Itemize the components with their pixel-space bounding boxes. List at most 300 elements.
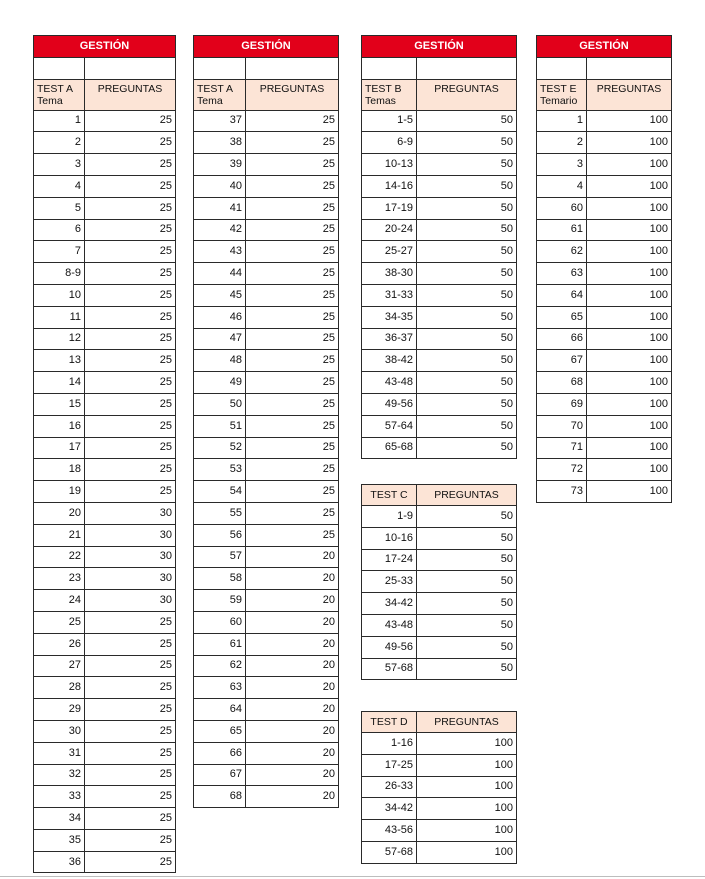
preguntas-cell: 100 bbox=[587, 437, 672, 459]
table-test-b bbox=[361, 35, 517, 459]
tema-cell: 61 bbox=[194, 633, 246, 655]
preguntas-cell: 25 bbox=[246, 306, 339, 328]
table-row bbox=[362, 328, 517, 350]
table-row bbox=[194, 524, 339, 546]
table-row bbox=[194, 546, 339, 568]
table-title: GESTIÓN bbox=[194, 36, 339, 58]
table-row bbox=[362, 527, 517, 549]
table-row bbox=[362, 132, 517, 154]
rows-test-c bbox=[362, 506, 517, 680]
tema-cell: 32 bbox=[34, 764, 85, 786]
table-row bbox=[194, 437, 339, 459]
table-row bbox=[194, 328, 339, 350]
table-test-a-part1-body bbox=[34, 36, 176, 111]
table-row bbox=[194, 742, 339, 764]
table-row bbox=[362, 197, 517, 219]
tema-cell: 27 bbox=[34, 655, 85, 677]
tema-cell: 34 bbox=[34, 808, 85, 830]
tema-cell: 3 bbox=[34, 154, 85, 176]
tema-cell: 18 bbox=[34, 459, 85, 481]
preguntas-cell: 25 bbox=[246, 154, 339, 176]
tema-cell: 2 bbox=[537, 132, 587, 154]
preguntas-cell: 25 bbox=[85, 437, 176, 459]
tema-cell: 63 bbox=[537, 263, 587, 285]
table-row bbox=[194, 284, 339, 306]
preguntas-cell: 25 bbox=[85, 350, 176, 372]
table-row bbox=[34, 633, 176, 655]
table-row bbox=[362, 754, 517, 776]
preguntas-cell: 25 bbox=[246, 481, 339, 503]
tema-cell: 38 bbox=[194, 132, 246, 154]
preguntas-cell: 50 bbox=[417, 197, 517, 219]
preguntas-cell: 30 bbox=[85, 502, 176, 524]
tema-cell: 36 bbox=[34, 851, 85, 873]
tema-cell: 30 bbox=[34, 720, 85, 742]
tema-cell: 33 bbox=[34, 786, 85, 808]
blank-cell bbox=[587, 57, 672, 79]
tema-cell: 38-30 bbox=[362, 263, 417, 285]
tema-cell: 15 bbox=[34, 393, 85, 415]
table-row bbox=[362, 393, 517, 415]
table-row bbox=[34, 284, 176, 306]
preguntas-cell: 50 bbox=[417, 132, 517, 154]
preguntas-cell: 100 bbox=[417, 798, 517, 820]
header-row bbox=[362, 485, 517, 506]
tema-cell: 66 bbox=[194, 742, 246, 764]
preguntas-cell: 25 bbox=[85, 306, 176, 328]
table-test-a-part1 bbox=[33, 35, 176, 873]
preguntas-cell: 20 bbox=[246, 568, 339, 590]
tema-cell: 17 bbox=[34, 437, 85, 459]
tema-cell: 60 bbox=[537, 197, 587, 219]
tema-cell: 57-64 bbox=[362, 415, 417, 437]
tema-cell: 22 bbox=[34, 546, 85, 568]
tema-cell: 52 bbox=[194, 437, 246, 459]
tema-cell: 64 bbox=[194, 699, 246, 721]
table-test-c-body bbox=[362, 485, 517, 506]
preguntas-cell: 100 bbox=[417, 776, 517, 798]
table-row bbox=[34, 546, 176, 568]
table-row bbox=[34, 132, 176, 154]
table-row bbox=[362, 776, 517, 798]
preguntas-cell: 50 bbox=[417, 658, 517, 680]
table-row bbox=[362, 841, 517, 863]
tema-cell: 6-9 bbox=[362, 132, 417, 154]
preguntas-cell: 25 bbox=[246, 175, 339, 197]
table-row bbox=[362, 372, 517, 394]
header-preguntas: PREGUNTAS bbox=[417, 712, 517, 733]
tema-cell: 38-42 bbox=[362, 350, 417, 372]
tema-cell: 45 bbox=[194, 284, 246, 306]
title-row bbox=[194, 36, 339, 58]
table-row bbox=[362, 798, 517, 820]
tema-cell: 3 bbox=[537, 154, 587, 176]
table-row bbox=[194, 568, 339, 590]
table-row bbox=[194, 241, 339, 263]
blank-cell bbox=[246, 57, 339, 79]
preguntas-cell: 100 bbox=[587, 284, 672, 306]
table-row bbox=[34, 197, 176, 219]
preguntas-cell: 100 bbox=[587, 154, 672, 176]
table-row bbox=[362, 437, 517, 459]
tema-cell: 65-68 bbox=[362, 437, 417, 459]
preguntas-cell: 50 bbox=[417, 372, 517, 394]
table-test-e-body bbox=[537, 36, 672, 111]
tema-cell: 65 bbox=[537, 306, 587, 328]
table-row bbox=[34, 328, 176, 350]
tema-cell: 50 bbox=[194, 393, 246, 415]
tema-cell: 23 bbox=[34, 568, 85, 590]
table-row bbox=[34, 350, 176, 372]
tema-cell: 7 bbox=[34, 241, 85, 263]
blank-row bbox=[194, 57, 339, 79]
table-row bbox=[194, 481, 339, 503]
table-row bbox=[537, 459, 672, 481]
tema-cell: 51 bbox=[194, 415, 246, 437]
tema-cell: 25 bbox=[34, 611, 85, 633]
preguntas-cell: 25 bbox=[85, 372, 176, 394]
table-row bbox=[537, 110, 672, 132]
table-test-c bbox=[361, 484, 517, 680]
preguntas-cell: 25 bbox=[85, 459, 176, 481]
tema-cell: 14-16 bbox=[362, 175, 417, 197]
table-test-a-part2-body bbox=[194, 36, 339, 111]
preguntas-cell: 30 bbox=[85, 524, 176, 546]
table-row bbox=[537, 372, 672, 394]
tema-cell: 13 bbox=[34, 350, 85, 372]
tema-cell: 20-24 bbox=[362, 219, 417, 241]
preguntas-cell: 50 bbox=[417, 636, 517, 658]
table-row bbox=[34, 175, 176, 197]
table-row bbox=[194, 219, 339, 241]
preguntas-cell: 25 bbox=[85, 219, 176, 241]
preguntas-cell: 100 bbox=[587, 306, 672, 328]
tema-cell: 40 bbox=[194, 175, 246, 197]
header-row bbox=[194, 79, 339, 110]
tema-cell: 43-48 bbox=[362, 614, 417, 636]
table-title: GESTIÓN bbox=[537, 36, 672, 58]
preguntas-cell: 30 bbox=[85, 590, 176, 612]
header-test-a bbox=[34, 79, 85, 110]
tema-cell: 64 bbox=[537, 284, 587, 306]
preguntas-cell: 25 bbox=[246, 284, 339, 306]
title-row bbox=[34, 36, 176, 58]
preguntas-cell: 50 bbox=[417, 571, 517, 593]
tema-cell: 20 bbox=[34, 502, 85, 524]
table-row bbox=[537, 175, 672, 197]
preguntas-cell: 25 bbox=[85, 481, 176, 503]
preguntas-cell: 20 bbox=[246, 677, 339, 699]
tema-cell: 63 bbox=[194, 677, 246, 699]
preguntas-cell: 20 bbox=[246, 655, 339, 677]
table-row bbox=[194, 154, 339, 176]
table-row bbox=[194, 132, 339, 154]
preguntas-cell: 20 bbox=[246, 742, 339, 764]
table-row bbox=[537, 154, 672, 176]
preguntas-cell: 50 bbox=[417, 241, 517, 263]
table-row bbox=[537, 306, 672, 328]
table-row bbox=[537, 481, 672, 503]
page-bottom-rule bbox=[0, 876, 705, 877]
rows-test-e bbox=[537, 110, 672, 502]
table-row bbox=[537, 350, 672, 372]
preguntas-cell: 100 bbox=[417, 733, 517, 755]
table-row bbox=[537, 197, 672, 219]
tema-cell: 49 bbox=[194, 372, 246, 394]
preguntas-cell: 50 bbox=[417, 437, 517, 459]
header-test-b bbox=[362, 79, 417, 110]
preguntas-cell: 25 bbox=[246, 110, 339, 132]
preguntas-cell: 25 bbox=[85, 699, 176, 721]
tema-cell: 73 bbox=[537, 481, 587, 503]
table-row bbox=[194, 175, 339, 197]
table-test-e bbox=[536, 35, 672, 503]
table-row bbox=[194, 786, 339, 808]
tema-cell: 26-33 bbox=[362, 776, 417, 798]
tema-cell: 69 bbox=[537, 393, 587, 415]
tema-cell: 19 bbox=[34, 481, 85, 503]
preguntas-cell: 50 bbox=[417, 110, 517, 132]
table-row bbox=[194, 372, 339, 394]
tema-cell: 4 bbox=[34, 175, 85, 197]
tema-cell: 61 bbox=[537, 219, 587, 241]
preguntas-cell: 100 bbox=[417, 841, 517, 863]
tema-cell: 25-27 bbox=[362, 241, 417, 263]
rows-test-d bbox=[362, 733, 517, 864]
preguntas-cell: 25 bbox=[85, 284, 176, 306]
tema-cell: 59 bbox=[194, 590, 246, 612]
tema-cell: 62 bbox=[537, 241, 587, 263]
preguntas-cell: 25 bbox=[85, 393, 176, 415]
table-row bbox=[194, 677, 339, 699]
preguntas-cell: 25 bbox=[85, 197, 176, 219]
rows-test-a-part1 bbox=[34, 110, 176, 873]
tema-cell: 2 bbox=[34, 132, 85, 154]
table-row bbox=[362, 263, 517, 285]
blank-cell bbox=[34, 57, 85, 79]
table-row bbox=[537, 393, 672, 415]
header-row bbox=[362, 79, 517, 110]
tema-cell: 41 bbox=[194, 197, 246, 219]
preguntas-cell: 25 bbox=[246, 197, 339, 219]
header-row bbox=[362, 712, 517, 733]
tema-cell: 16 bbox=[34, 415, 85, 437]
table-row bbox=[362, 733, 517, 755]
tema-cell: 42 bbox=[194, 219, 246, 241]
table-title: GESTIÓN bbox=[34, 36, 176, 58]
blank-row bbox=[537, 57, 672, 79]
preguntas-cell: 20 bbox=[246, 786, 339, 808]
table-row bbox=[194, 502, 339, 524]
table-row bbox=[34, 786, 176, 808]
preguntas-cell: 25 bbox=[85, 154, 176, 176]
preguntas-cell: 25 bbox=[246, 459, 339, 481]
preguntas-cell: 50 bbox=[417, 284, 517, 306]
tema-cell: 1 bbox=[34, 110, 85, 132]
tema-cell: 58 bbox=[194, 568, 246, 590]
preguntas-cell: 50 bbox=[417, 263, 517, 285]
preguntas-cell: 20 bbox=[246, 611, 339, 633]
tema-cell: 49-56 bbox=[362, 393, 417, 415]
header-line-1: TEST B bbox=[365, 82, 402, 95]
table-row bbox=[362, 636, 517, 658]
table-row bbox=[362, 571, 517, 593]
preguntas-cell: 100 bbox=[587, 175, 672, 197]
table-row bbox=[362, 154, 517, 176]
preguntas-cell: 25 bbox=[85, 328, 176, 350]
tema-cell: 70 bbox=[537, 415, 587, 437]
table-row bbox=[194, 655, 339, 677]
header-preguntas: PREGUNTAS bbox=[587, 79, 672, 110]
table-test-d-body bbox=[362, 712, 517, 733]
header-preguntas: PREGUNTAS bbox=[85, 79, 176, 110]
preguntas-cell: 25 bbox=[246, 219, 339, 241]
blank-cell bbox=[362, 57, 417, 79]
header-row bbox=[34, 79, 176, 110]
preguntas-cell: 20 bbox=[246, 546, 339, 568]
tema-cell: 8-9 bbox=[34, 263, 85, 285]
preguntas-cell: 20 bbox=[246, 699, 339, 721]
tema-cell: 62 bbox=[194, 655, 246, 677]
tema-cell: 14 bbox=[34, 372, 85, 394]
table-row bbox=[194, 720, 339, 742]
preguntas-cell: 25 bbox=[85, 829, 176, 851]
preguntas-cell: 100 bbox=[587, 415, 672, 437]
table-row bbox=[194, 110, 339, 132]
blank-cell bbox=[85, 57, 176, 79]
table-row bbox=[34, 742, 176, 764]
tema-cell: 60 bbox=[194, 611, 246, 633]
tema-cell: 34-42 bbox=[362, 593, 417, 615]
table-row bbox=[34, 306, 176, 328]
preguntas-cell: 100 bbox=[587, 197, 672, 219]
tema-cell: 17-25 bbox=[362, 754, 417, 776]
preguntas-cell: 20 bbox=[246, 720, 339, 742]
table-row bbox=[362, 506, 517, 528]
tema-cell: 43-56 bbox=[362, 820, 417, 842]
rows-test-a-part2 bbox=[194, 110, 339, 808]
preguntas-cell: 100 bbox=[587, 132, 672, 154]
table-row bbox=[537, 219, 672, 241]
preguntas-cell: 25 bbox=[246, 263, 339, 285]
table-row bbox=[537, 241, 672, 263]
table-row bbox=[194, 633, 339, 655]
preguntas-cell: 25 bbox=[85, 808, 176, 830]
tema-cell: 67 bbox=[537, 350, 587, 372]
header-line-1: TEST A bbox=[37, 82, 73, 95]
table-row bbox=[194, 611, 339, 633]
preguntas-cell: 50 bbox=[417, 219, 517, 241]
preguntas-cell: 50 bbox=[417, 154, 517, 176]
preguntas-cell: 100 bbox=[587, 350, 672, 372]
header-test-a bbox=[194, 79, 246, 110]
preguntas-cell: 25 bbox=[246, 415, 339, 437]
tema-cell: 6 bbox=[34, 219, 85, 241]
table-row bbox=[362, 415, 517, 437]
table-row bbox=[362, 820, 517, 842]
tema-cell: 54 bbox=[194, 481, 246, 503]
tema-cell: 67 bbox=[194, 764, 246, 786]
header-test-c: TEST C bbox=[362, 485, 417, 506]
tema-cell: 11 bbox=[34, 306, 85, 328]
tema-cell: 56 bbox=[194, 524, 246, 546]
preguntas-cell: 25 bbox=[246, 393, 339, 415]
table-row bbox=[194, 699, 339, 721]
tema-cell: 57-68 bbox=[362, 658, 417, 680]
tema-cell: 71 bbox=[537, 437, 587, 459]
table-row bbox=[537, 437, 672, 459]
blank-cell bbox=[194, 57, 246, 79]
preguntas-cell: 25 bbox=[246, 350, 339, 372]
table-row bbox=[34, 154, 176, 176]
preguntas-cell: 100 bbox=[587, 481, 672, 503]
preguntas-cell: 25 bbox=[85, 110, 176, 132]
table-row bbox=[34, 590, 176, 612]
tema-cell: 65 bbox=[194, 720, 246, 742]
table-row bbox=[194, 415, 339, 437]
table-row bbox=[34, 481, 176, 503]
table-row bbox=[194, 197, 339, 219]
tema-cell: 1-5 bbox=[362, 110, 417, 132]
preguntas-cell: 100 bbox=[587, 110, 672, 132]
tema-cell: 1 bbox=[537, 110, 587, 132]
preguntas-cell: 20 bbox=[246, 764, 339, 786]
preguntas-cell: 50 bbox=[417, 393, 517, 415]
table-row bbox=[34, 263, 176, 285]
table-row bbox=[362, 350, 517, 372]
table-title: GESTIÓN bbox=[362, 36, 517, 58]
header-line-2: Temario bbox=[540, 94, 578, 107]
preguntas-cell: 50 bbox=[417, 527, 517, 549]
table-row bbox=[362, 614, 517, 636]
tema-cell: 25-33 bbox=[362, 571, 417, 593]
table-row bbox=[34, 524, 176, 546]
title-row bbox=[362, 36, 517, 58]
table-row bbox=[194, 393, 339, 415]
blank-cell bbox=[417, 57, 517, 79]
table-row bbox=[34, 502, 176, 524]
table-row bbox=[34, 568, 176, 590]
tema-cell: 44 bbox=[194, 263, 246, 285]
table-row bbox=[537, 328, 672, 350]
table-row bbox=[362, 241, 517, 263]
tema-cell: 57 bbox=[194, 546, 246, 568]
header-test-e bbox=[537, 79, 587, 110]
table-row bbox=[194, 306, 339, 328]
preguntas-cell: 25 bbox=[85, 132, 176, 154]
tema-cell: 48 bbox=[194, 350, 246, 372]
preguntas-cell: 25 bbox=[85, 263, 176, 285]
tema-cell: 66 bbox=[537, 328, 587, 350]
table-test-a-part2 bbox=[193, 35, 339, 808]
tema-cell: 39 bbox=[194, 154, 246, 176]
table-row bbox=[34, 677, 176, 699]
title-row bbox=[537, 36, 672, 58]
tema-cell: 47 bbox=[194, 328, 246, 350]
preguntas-cell: 30 bbox=[85, 568, 176, 590]
table-row bbox=[362, 658, 517, 680]
table-row bbox=[34, 393, 176, 415]
preguntas-cell: 50 bbox=[417, 614, 517, 636]
preguntas-cell: 25 bbox=[246, 132, 339, 154]
preguntas-cell: 25 bbox=[85, 415, 176, 437]
header-test-d: TEST D bbox=[362, 712, 417, 733]
preguntas-cell: 100 bbox=[587, 241, 672, 263]
preguntas-cell: 100 bbox=[587, 372, 672, 394]
preguntas-cell: 100 bbox=[417, 754, 517, 776]
table-test-b-body bbox=[362, 36, 517, 111]
preguntas-cell: 25 bbox=[246, 328, 339, 350]
